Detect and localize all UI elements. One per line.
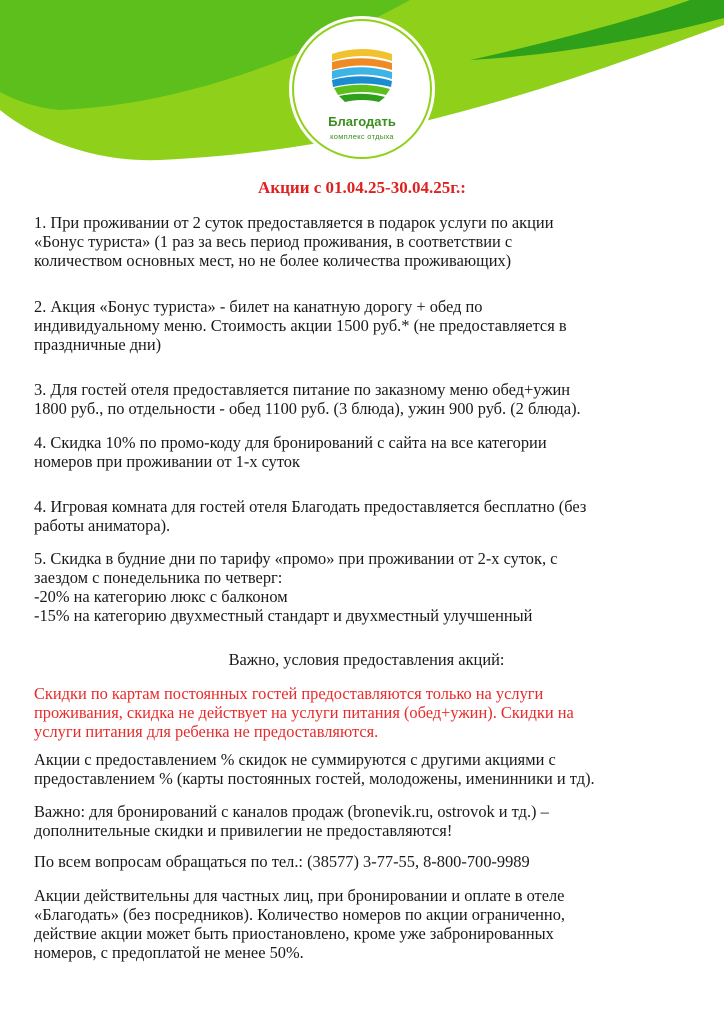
logo [287, 14, 437, 164]
logo-name: Благодать [328, 114, 396, 129]
conditions-heading: Важно, условия предоставления акций: [228, 650, 505, 669]
promo-title: Акции с 01.04.25-30.04.25г.: [258, 178, 466, 197]
paragraph-bonus-offer: 2. Акция «Бонус туриста» - билет на канатную дорогу + обед по индивидуальному меню. Стоимость акции 1500 руб.* (не предоставляется в праздничные дни) [34, 297, 567, 354]
paragraph-loyalty-warning: Скидки по картам постоянных гостей предоставляются только на услуги проживания, скидка не действует на услуги питания (обед+ужин). Скидки на услуги питания для ребенка не предоставляются. [34, 684, 574, 741]
paragraph-promo-code: 4. Скидка 10% по промо-коду для бронирований с сайта на все категории номеров при проживании от 1-х суток [34, 433, 547, 471]
paragraph-game-room: 4. Игровая комната для гостей отеля Благодать предоставляется бесплатно (без работы аниматора). [34, 497, 587, 535]
paragraph-meals: 3. Для гостей отеля предоставляется питание по заказному меню обед+ужин 1800 руб., по отдельности - обед 1100 руб. (3 блюда), ужин 900 руб. (2 блюда). [34, 380, 581, 418]
paragraph-terms: Акции действительны для частных лиц, при бронировании и оплате в отеле «Благодать» (без посредников). Количество номеров по акции ограниченно, действие акции может быть приостановлено, кроме уже забронированных номеров, с предоплатой не менее 50%. [34, 886, 565, 962]
paragraph-bonus-stay: 1. При проживании от 2 суток предоставляется в подарок услуги по акции «Бонус туриста» (1 раз за весь период проживания, в соответствии с количеством основных мест, но не более количества проживающих) [34, 213, 554, 270]
paragraph-channels: Важно: для бронирований с каналов продаж (bronevik.ru, ostrovok и тд.) – дополнительные скидки и привилегии не предоставляются! [34, 802, 549, 840]
paragraph-weekday-discount: 5. Скидка в будние дни по тарифу «промо» при проживании от 2-х суток, с заездом с понедельника по четверг: -20% на категорию люкс с балконом -15% на категорию двухместный стандарт и двухместный улучшенный [34, 549, 558, 625]
logo-subtitle: комплекс отдыха [330, 132, 394, 141]
paragraph-contacts: По всем вопросам обращаться по тел.: (38577) 3-77-55, 8-800-700-9989 [34, 852, 530, 871]
paragraph-no-stacking: Акции с предоставлением % скидок не суммируются с другими акциями с предоставлением % (карты постоянных гостей, молодожены, именинники и тд). [34, 750, 595, 788]
logo-emblem [287, 14, 437, 164]
